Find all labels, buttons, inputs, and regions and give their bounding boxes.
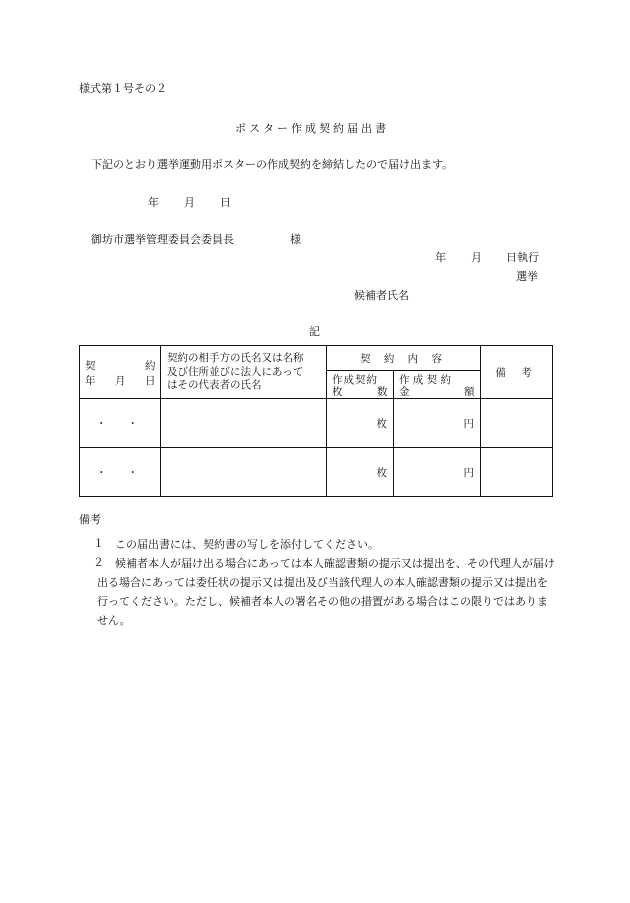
submission-month: 月 bbox=[184, 196, 195, 209]
counterparty-header-line: 契約の相手方の氏名又は名称 bbox=[167, 352, 304, 364]
table-row bbox=[80, 448, 553, 497]
amount-unit: 円 bbox=[463, 466, 475, 479]
sheets-header-line1: 作成契約 bbox=[332, 374, 378, 386]
amount-cell[interactable] bbox=[394, 399, 481, 448]
election-label: 選挙 bbox=[516, 270, 538, 283]
note-number: ２ bbox=[93, 556, 104, 569]
ki-label: 記 bbox=[309, 325, 320, 338]
contract-table bbox=[79, 345, 553, 497]
counterparty-header-line: はその代表者の氏名 bbox=[167, 379, 262, 391]
date-dots: ・ ・ bbox=[96, 466, 138, 479]
date-header-yaku: 約 bbox=[145, 360, 156, 372]
contract-date-cell bbox=[80, 399, 161, 448]
addressee: 御坊市選挙管理委員会委員長 bbox=[91, 233, 234, 246]
contract-date-cell bbox=[80, 448, 161, 497]
note-number: １ bbox=[93, 537, 104, 550]
sheets-header-suu: 数 bbox=[377, 386, 388, 398]
amount-header-gaku: 額 bbox=[464, 386, 475, 398]
table-row bbox=[80, 399, 553, 448]
sheets-unit: 枚 bbox=[376, 417, 387, 430]
date-header-year: 年 bbox=[85, 375, 96, 387]
amount-unit: 円 bbox=[463, 417, 475, 430]
contract-content-label: 契 約 内 容 bbox=[360, 352, 448, 365]
date-header-month: 月 bbox=[115, 375, 126, 387]
intro-text: 下記のとおり選挙運動用ポスターの作成契約を締結したので届け出ます。 bbox=[91, 158, 454, 171]
sheets-header-mai: 枚 bbox=[332, 386, 343, 398]
counterparty-cell[interactable] bbox=[161, 448, 327, 497]
honorific: 様 bbox=[290, 233, 301, 246]
amount-cell[interactable] bbox=[394, 448, 481, 497]
form-number: 様式第１号その２ bbox=[79, 82, 167, 95]
date-header-day: 日 bbox=[145, 375, 156, 387]
counterparty-cell[interactable] bbox=[161, 399, 327, 448]
counterparty-header bbox=[161, 346, 327, 399]
table-header-row bbox=[80, 346, 553, 371]
remarks-header bbox=[481, 346, 553, 399]
counterparty-header-line: 及び住所並びに法人にあって bbox=[167, 365, 304, 378]
note-text: この届出書には、契約書の写しを添付してください。 bbox=[115, 538, 379, 551]
sheets-header bbox=[327, 371, 394, 399]
date-dots: ・ ・ bbox=[96, 417, 138, 430]
sheets-cell[interactable] bbox=[327, 399, 394, 448]
notes-heading: 備考 bbox=[79, 513, 101, 526]
amount-header bbox=[394, 371, 481, 399]
note-text: 候補者本人が届け出る場合にあっては本人確認書類の提示又は提出を、その代理人が届け出る場合にあっては委任状の提示又は提出及び当該代理人の本人確認書類の提示又は提出を行ってください。ただし、候補者本人の署名その他の措置がある場合はこの限りではありません。 bbox=[97, 557, 555, 627]
remarks-cell[interactable] bbox=[481, 448, 553, 497]
amount-header-line1: 作 成 契 約 bbox=[399, 374, 452, 386]
election-year: 年 bbox=[435, 251, 446, 264]
sheets-unit: 枚 bbox=[376, 466, 387, 479]
date-header-kei: 契 bbox=[85, 360, 96, 372]
contract-content-header bbox=[327, 346, 481, 371]
election-month: 月 bbox=[471, 251, 482, 264]
election-day-held: 日執行 bbox=[506, 251, 539, 264]
contract-date-header bbox=[80, 346, 161, 399]
sheets-cell[interactable] bbox=[327, 448, 394, 497]
submission-year: 年 bbox=[148, 196, 159, 209]
submission-day: 日 bbox=[220, 196, 231, 209]
form-title: ポスター作成契約届出書 bbox=[235, 122, 389, 135]
remarks-label: 備 考 bbox=[495, 366, 538, 379]
remarks-cell[interactable] bbox=[481, 399, 553, 448]
candidate-name-label: 候補者氏名 bbox=[354, 289, 409, 302]
amount-header-kin: 金 bbox=[399, 386, 410, 398]
